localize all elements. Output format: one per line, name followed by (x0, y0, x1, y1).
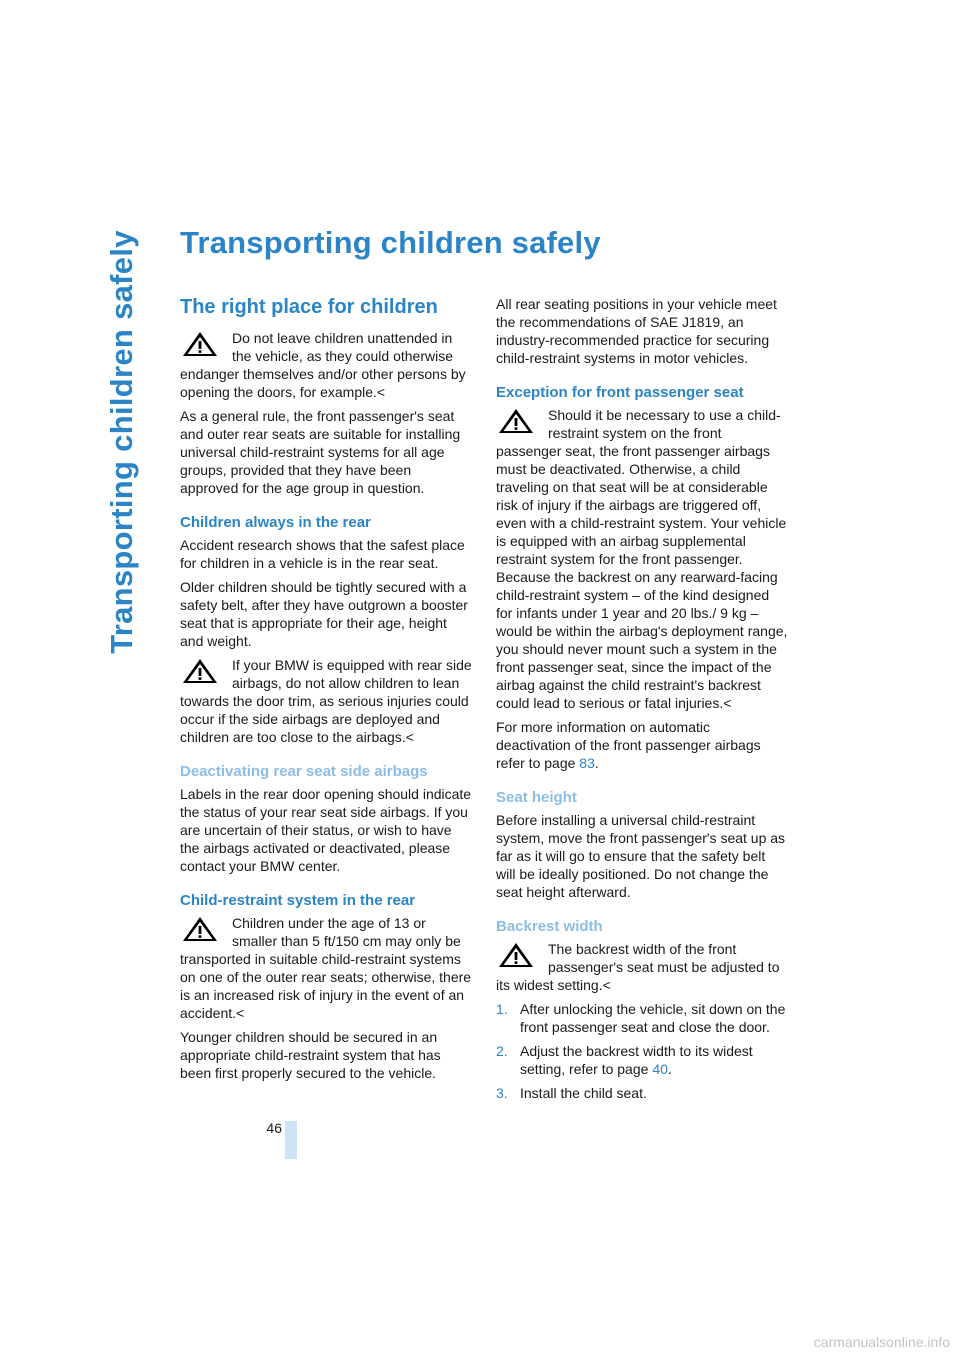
warning-triangle-icon (180, 656, 226, 688)
step-text: After unlocking the vehicle, sit down on the front passenger seat and close the door. (520, 1001, 786, 1035)
side-title-text: Transporting children safely (104, 230, 139, 654)
step-text: Install the child seat. (520, 1085, 647, 1101)
paragraph-text: For more information on automatic deactivation of the front passenger airbags refer to page (496, 719, 761, 771)
warning-block (180, 329, 472, 401)
subheading-backrest-width: Backrest width (496, 918, 603, 935)
warning-text: The backrest width of the front passenger's seat must be adjusted to its widest setting.< (496, 941, 780, 993)
section-heading-right-place: The right place for children (180, 296, 438, 318)
paragraph: Older children should be tightly secured with a safety belt, after they have outgrown a booster seat that is appropriate for their age, height and weight. (180, 579, 468, 649)
warning-block (496, 940, 788, 994)
step-text: Adjust the backrest width to its widest setting, refer to page (520, 1043, 753, 1077)
warning-triangle-icon (496, 406, 542, 438)
page-link-83[interactable]: 83 (579, 755, 595, 771)
warning-text: Children under the age of 13 or smaller than 5 ft/150 cm may only be transported in suitable child-restraint systems on one of the outer rear seats; otherwise, there is an increased risk of injury in the event of an accident.< (180, 915, 472, 1021)
subheading-child-restraint-rear: Child-restraint system in the rear (180, 892, 416, 909)
left-column (180, 295, 472, 1088)
list-item (496, 1084, 788, 1102)
right-column (496, 295, 788, 1108)
list-item (496, 1000, 788, 1036)
warning-block (180, 914, 472, 1022)
side-title (92, 232, 152, 652)
paragraph: As a general rule, the front passenger's seat and outer rear seats are suitable for installing universal child-restraint systems for all age groups, provided that they have been approved for the age group in question. (180, 408, 461, 496)
warning-triangle-icon (180, 914, 226, 946)
list-item (496, 1042, 788, 1078)
steps-list (496, 1000, 788, 1102)
page-link-40[interactable]: 40 (652, 1061, 668, 1077)
warning-triangle-icon (180, 329, 226, 361)
page-number-bar (285, 1121, 297, 1159)
warning-text: If your BMW is equipped with rear side airbags, do not allow children to lean towards the door trim, as serious injuries could occur if the side airbags are deployed and children are too close to the airbags.< (180, 657, 472, 745)
subheading-front-passenger-exception: Exception for front passenger seat (496, 384, 744, 401)
warning-triangle-icon (496, 940, 542, 972)
subheading-seat-height: Seat height (496, 789, 577, 806)
page-number: 46 (266, 1120, 282, 1136)
warning-block (180, 656, 472, 746)
paragraph (496, 718, 788, 772)
step-number: 1. (496, 1001, 508, 1017)
step-number: 3. (496, 1085, 508, 1101)
warning-text: Do not leave children unattended in the vehicle, as they could otherwise endanger themselves and/or other persons by opening the doors, for example.< (180, 330, 466, 400)
paragraph: Accident research shows that the safest place for children in a vehicle is in the rear seat. (180, 537, 465, 571)
paragraph: All rear seating positions in your vehicle meet the recommendations of SAE J1819, an industry-recommended practice for securing child-restraint systems in motor vehicles. (496, 296, 777, 366)
subheading-children-rear: Children always in the rear (180, 514, 371, 531)
paragraph-end: . (594, 755, 599, 771)
step-number: 2. (496, 1043, 508, 1059)
paragraph: Before installing a universal child-restraint system, move the front passenger's seat up as far as it will go to ensure that the safety belt will be ideally positioned. Do not change the seat height afterward. (496, 812, 786, 900)
watermark: carmanualsonline.info (813, 1334, 950, 1350)
paragraph: Younger children should be secured in an appropriate child-restraint system that has been first properly secured to the vehicle. (180, 1029, 441, 1081)
page-title: Transporting children safely (180, 225, 601, 260)
warning-block (496, 406, 788, 712)
paragraph: Labels in the rear door opening should indicate the status of your rear seat side airbags. If you are uncertain of their status, or wish to have the airbags activated or deactivated, please contact your BMW center. (180, 786, 472, 874)
subheading-deactivating-airbags: Deactivating rear seat side airbags (180, 763, 428, 780)
step-end: . (667, 1061, 672, 1077)
warning-text: Should it be necessary to use a child-restraint system on the front passenger seat, the front passenger airbags must be deactivated. Otherwise, a child traveling on that seat will be at considerable risk of injury if the airbags are triggered off, even with a child-restraint system. Your vehicle is equipped with an airbag supplemental restraint system for the front passenger. Because the backrest on any rearward-facing child-restraint system – of the kind designed for infants under 1 year and 20 lbs./ 9 kg – would be within the airbag's deployment range, you should never mount such a system in the front passenger seat, since the impact of the airbag against the child restraint's backrest could lead to serious or fatal injuries.< (496, 407, 788, 711)
